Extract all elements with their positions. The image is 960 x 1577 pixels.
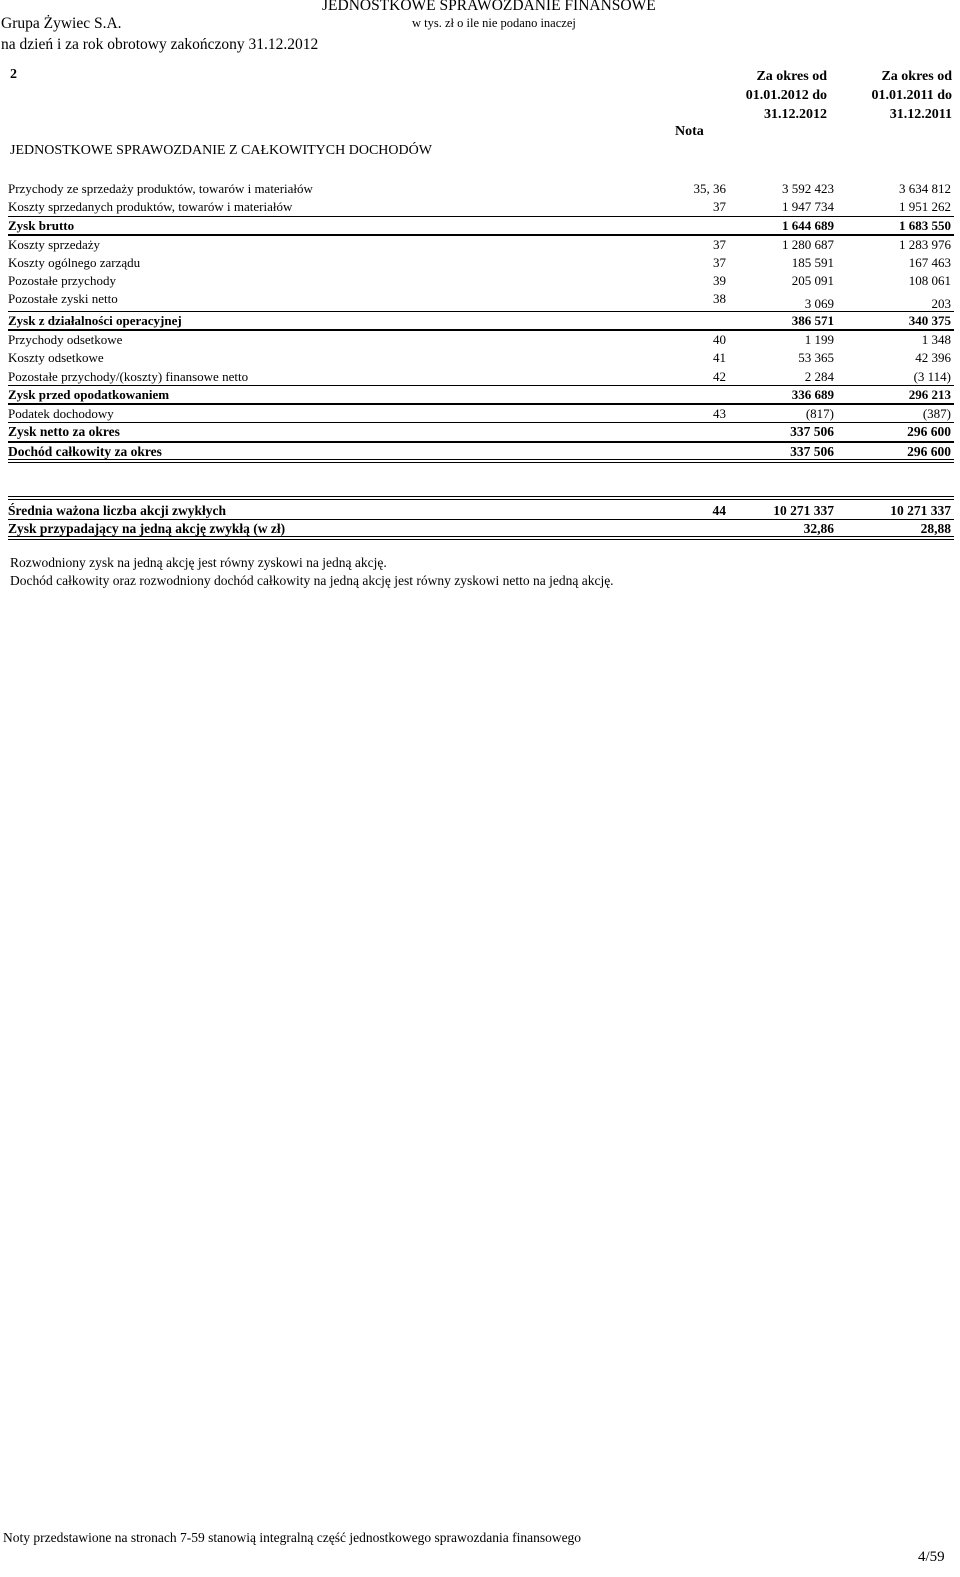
- row-nota: 44: [712, 503, 726, 518]
- table-row: [8, 217, 954, 235]
- row-label: Zysk brutto: [8, 218, 75, 233]
- column-header-line: 31.12.2012: [764, 107, 827, 122]
- row-value-2012: 53 365: [798, 350, 834, 365]
- row-value-2011: 1 951 262: [899, 199, 951, 214]
- row-label: Średnia ważona liczba akcji zwykłych: [8, 503, 227, 518]
- row-value-2011: 203: [931, 296, 951, 311]
- row-label: Zysk netto za okres: [8, 424, 120, 439]
- row-label: Pozostałe przychody: [8, 273, 116, 288]
- row-nota: 41: [713, 350, 726, 365]
- row-label: Przychody ze sprzedaży produktów, towarów i materiałów: [8, 181, 313, 196]
- column-header-line: 01.01.2012 do: [745, 88, 827, 103]
- row-label: Koszty sprzedaży: [8, 237, 101, 252]
- row-value-2011: 296 600: [907, 444, 951, 459]
- row-value-2012: (817): [805, 406, 834, 421]
- row-value-2011: 1 348: [921, 332, 951, 347]
- row-value-2012: 2 284: [804, 369, 834, 384]
- footer-note: Noty przedstawione na stronach 7-59 stanowią integralną część jednostkowego sprawozdania finansowego: [3, 1530, 582, 1545]
- row-nota: 37: [713, 199, 726, 214]
- row-value-2012: 1 644 689: [782, 218, 834, 233]
- reporting-period: na dzień i za rok obrotowy zakończony 31.12.2012: [1, 36, 319, 53]
- page-number: 4/59: [918, 1549, 945, 1565]
- row-value-2012: 337 506: [790, 444, 834, 459]
- nota-column-header: Nota: [675, 124, 704, 139]
- row-label: Zysk przypadający na jedną akcję zwykłą (w zł): [8, 521, 286, 536]
- row-value-2011: 28,88: [920, 521, 951, 536]
- row-value-2012: 336 689: [791, 387, 834, 402]
- table-row: [8, 502, 954, 520]
- table-row: [8, 272, 954, 290]
- row-value-2012: 205 091: [791, 273, 834, 288]
- column-header-line: Za okres od: [756, 69, 827, 84]
- row-value-2012: 1 199: [804, 332, 834, 347]
- row-value-2012: 386 571: [791, 313, 834, 328]
- table-row: [8, 290, 954, 311]
- row-label: Dochód całkowity za okres: [8, 444, 162, 459]
- row-value-2011: 296 600: [907, 424, 951, 439]
- column-header-line: Za okres od: [881, 69, 952, 84]
- row-value-2012: 1 947 734: [782, 199, 834, 214]
- column-header-line: 01.01.2011 do: [871, 88, 952, 103]
- row-nota: 37: [713, 255, 726, 270]
- row-label: Podatek dochodowy: [8, 406, 114, 421]
- table-row: [8, 368, 954, 386]
- row-value-2012: 10 271 337: [773, 503, 834, 518]
- table-row: [8, 349, 954, 367]
- table-row: [8, 236, 954, 254]
- table-row: [8, 254, 954, 272]
- company-name: Grupa Żywiec S.A.: [1, 15, 122, 32]
- row-label: Pozostałe zyski netto: [8, 291, 118, 306]
- row-value-2011: 340 375: [908, 313, 951, 328]
- row-nota: 35, 36: [693, 181, 726, 196]
- row-nota: 42: [713, 369, 726, 384]
- double-underline: [8, 536, 954, 540]
- double-rule: [8, 496, 954, 500]
- row-value-2011: 296 213: [908, 387, 951, 402]
- statement-number: 2: [10, 67, 17, 82]
- column-header-line: 31.12.2011: [889, 107, 952, 122]
- row-label: Zysk z działalności operacyjnej: [8, 313, 182, 328]
- row-label: Koszty ogólnego zarządu: [8, 255, 141, 270]
- row-value-2011: (3 114): [913, 369, 951, 384]
- row-value-2011: 42 396: [915, 350, 951, 365]
- column-header-2011: [812, 67, 952, 124]
- statement-title: JEDNOSTKOWE SPRAWOZDANIE Z CAŁKOWITYCH DOCHODÓW: [10, 143, 432, 158]
- column-header-2012: [687, 67, 827, 124]
- row-value-2012: 185 591: [791, 255, 834, 270]
- table-row: [8, 386, 954, 404]
- row-value-2012: 1 280 687: [782, 237, 834, 252]
- row-nota: 43: [713, 406, 726, 421]
- row-value-2011: 10 271 337: [890, 503, 951, 518]
- row-nota: 37: [713, 237, 726, 252]
- row-value-2011: 167 463: [908, 255, 951, 270]
- row-value-2011: (387): [922, 406, 951, 421]
- double-underline: [8, 459, 954, 463]
- row-nota: 40: [713, 332, 726, 347]
- table-row: [8, 198, 954, 216]
- row-value-2012: 3 592 423: [782, 181, 834, 196]
- row-value-2011: 108 061: [908, 273, 951, 288]
- comprehensive-income-note: Dochód całkowity oraz rozwodniony dochód całkowity na jedną akcję jest równy zyskowi netto na jedną akcję.: [10, 573, 614, 588]
- row-label: Przychody odsetkowe: [8, 332, 123, 347]
- document-subtitle: w tys. zł o ile nie podano inaczej: [412, 16, 576, 30]
- document-title: JEDNOSTKOWE SPRAWOZDANIE FINANSOWE: [322, 0, 656, 14]
- table-row: [8, 180, 954, 198]
- table-row: [8, 423, 954, 441]
- row-label: Pozostałe przychody/(koszty) finansowe netto: [8, 369, 249, 384]
- row-value-2012: 32,86: [803, 521, 834, 536]
- row-value-2012: 337 506: [790, 424, 834, 439]
- table-row: [8, 331, 954, 349]
- row-nota: 39: [713, 273, 726, 288]
- row-label: Koszty odsetkowe: [8, 350, 104, 365]
- row-label: Zysk przed opodatkowaniem: [8, 387, 170, 402]
- row-value-2011: 1 283 976: [899, 237, 951, 252]
- row-value-2011: 1 683 550: [899, 218, 951, 233]
- row-value-2012: 3 069: [804, 296, 834, 311]
- row-nota: 38: [713, 291, 726, 306]
- row-value-2011: 3 634 812: [899, 181, 951, 196]
- row-label: Koszty sprzedanych produktów, towarów i materiałów: [8, 199, 293, 214]
- table-row: [8, 405, 954, 423]
- diluted-eps-note: Rozwodniony zysk na jedną akcję jest równy zyskowi na jedną akcję.: [10, 555, 387, 570]
- table-row: [8, 312, 954, 330]
